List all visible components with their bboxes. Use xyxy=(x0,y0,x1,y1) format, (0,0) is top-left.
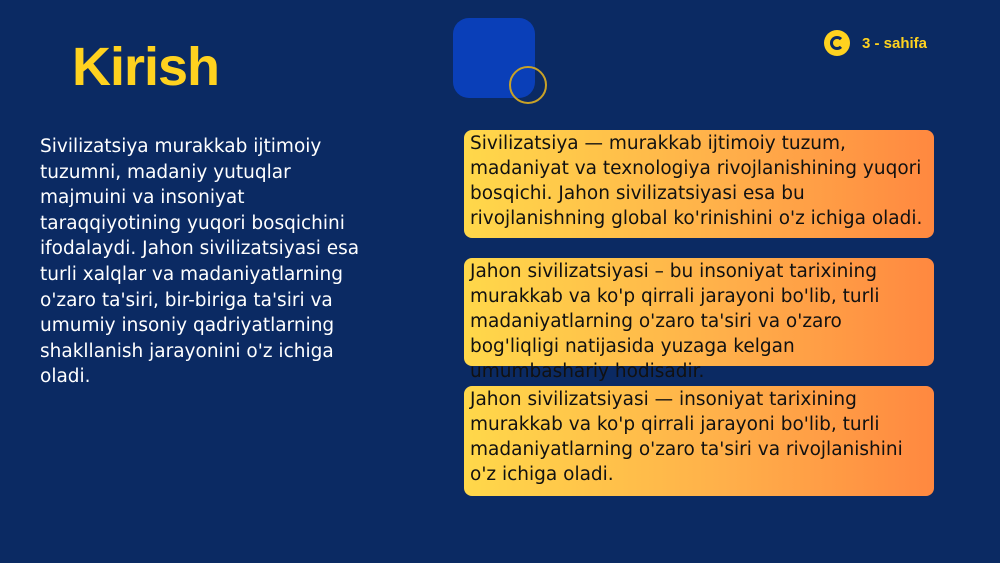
card-text: Jahon sivilizatsiyasi – bu insoniyat tarixining murakkab va ko'p qirrali jarayoni bo'lib, turli madaniyatlarning o'zaro ta'siri va o'zaro bog'liqligi natijasida yuzaga kelgan umumbashariy hodisadir. xyxy=(470,261,880,382)
page-indicator xyxy=(824,29,927,57)
page-label: 3 - sahifa xyxy=(862,34,928,52)
card-text: Jahon sivilizatsiyasi — insoniyat tarixining murakkab va ko'p qirrali jarayoni bo'lib, turli madaniyatlarning o'zaro ta'siri va rivojlanishini o'z ichiga oladi. xyxy=(470,389,903,485)
definition-card-1 xyxy=(464,130,934,238)
card-text: Sivilizatsiya — murakkab ijtimoiy tuzum, madaniyat va texnologiya rivojlanishining yuqori bosqichi. Jahon sivilizatsiyasi esa bu rivojlanishning global ko'rinishini o'z ichiga oladi. xyxy=(470,133,923,229)
circle-c-icon xyxy=(824,30,850,56)
definition-card-2 xyxy=(464,258,934,382)
intro-paragraph: Sivilizatsiya murakkab ijtimoiy tuzumni, madaniy yutuqlar majmuini va insoniyat taraqqiyotining yuqori bosqichini ifodalaydi. Jahon sivilizatsiyasi esa turli xalqlar va madaniyatlarning o'zaro ta'siri, bir-biriga ta'siri va umumiy insoniy qadriyatlarning shakllanish jarayonini o'z ichiga oladi. xyxy=(40,136,360,388)
slide-title: Kirish xyxy=(72,37,220,97)
decorative-ring xyxy=(509,66,547,104)
definition-card-3 xyxy=(464,386,934,496)
